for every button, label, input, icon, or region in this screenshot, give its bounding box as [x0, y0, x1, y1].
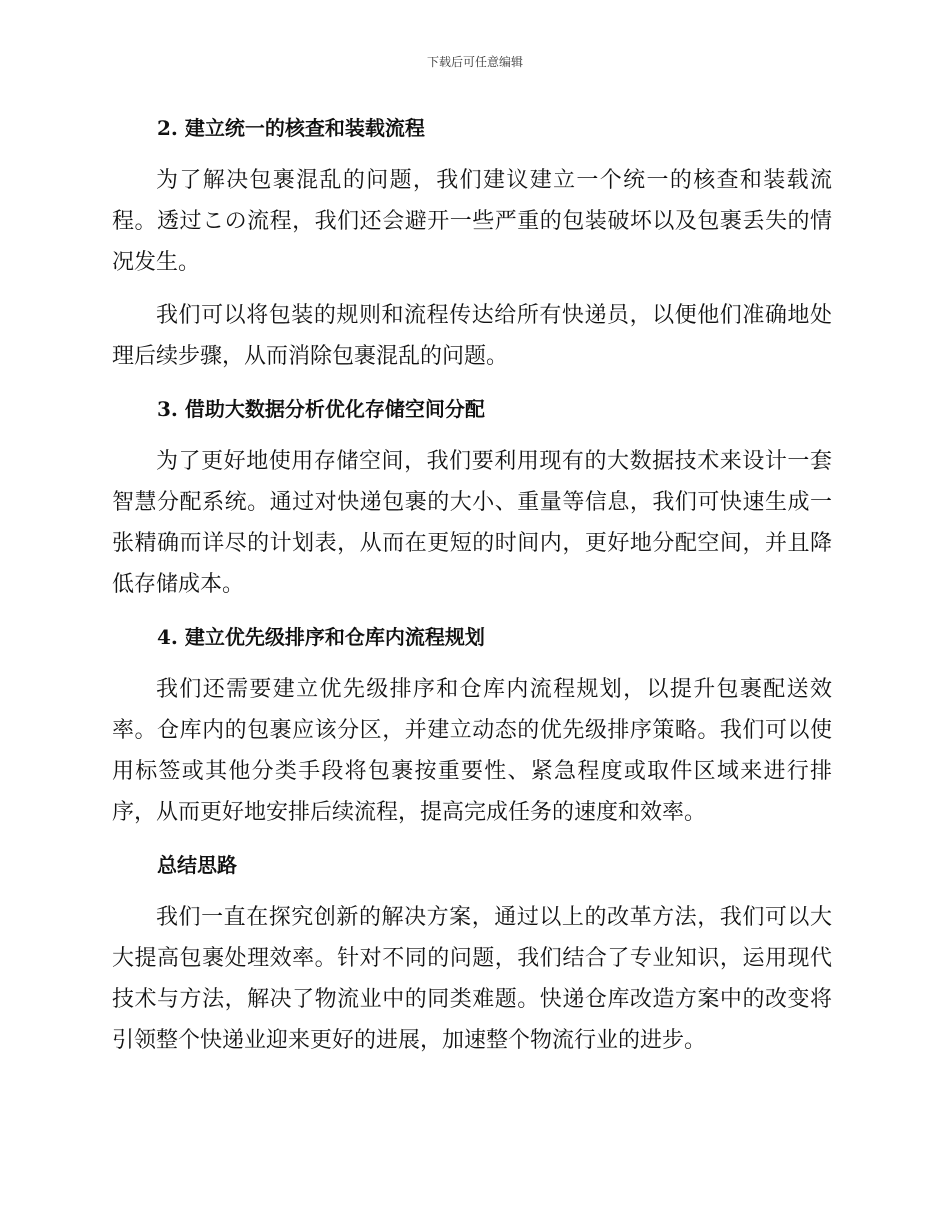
paragraph: 我们还需要建立优先级排序和仓库内流程规划，以提升包裹配送效率。仓库内的包裹应该分区，并建立动态的优先级排序策略。我们可以使用标签或其他分类手段将包裹按重要性、紧急程度或取件区域来进行排序，从而更好地安排后续流程，提高完成任务的速度和效率。 [112, 677, 832, 825]
document-body [112, 108, 832, 1061]
paragraph: 为了更好地使用存储空间，我们要利用现有的大数据技术来设计一套智慧分配系统。通过对快递包裹的大小、重量等信息，我们可快速生成一张精确而详尽的计划表，从而在更短的时间内，更好地分配空间，并且降低存储成本。 [112, 449, 832, 597]
paragraph: 为了解决包裹混乱的问题，我们建议建立一个统一的核查和装载流程。透过この流程，我们还会避开一些严重的包装破坏以及包裹丢失的情况发生。 [112, 168, 832, 275]
section-heading: 2. 建立统一的核查和装载流程 [157, 116, 425, 140]
paragraph: 我们一直在探究创新的解决方案，通过以上的改革方法，我们可以大大提高包裹处理效率。针对不同的问题，我们结合了专业知识，运用现代技术与方法，解决了物流业中的同类难题。快递仓库改造方案中的改变将引领整个快递业迎来更好的进展，加速整个物流行业的进步。 [112, 905, 832, 1053]
section-heading: 3. 借助大数据分析优化存储空间分配 [157, 397, 485, 421]
paragraph: 我们可以将包装的规则和流程传达给所有快递员，以便他们准确地处理后续步骤，从而消除包裹混乱的问题。 [112, 303, 832, 369]
section-heading: 总结思路 [157, 853, 237, 877]
page-header: 下载后可任意编辑 [426, 55, 523, 69]
section-heading: 4. 建立优先级排序和仓库内流程规划 [157, 625, 485, 649]
